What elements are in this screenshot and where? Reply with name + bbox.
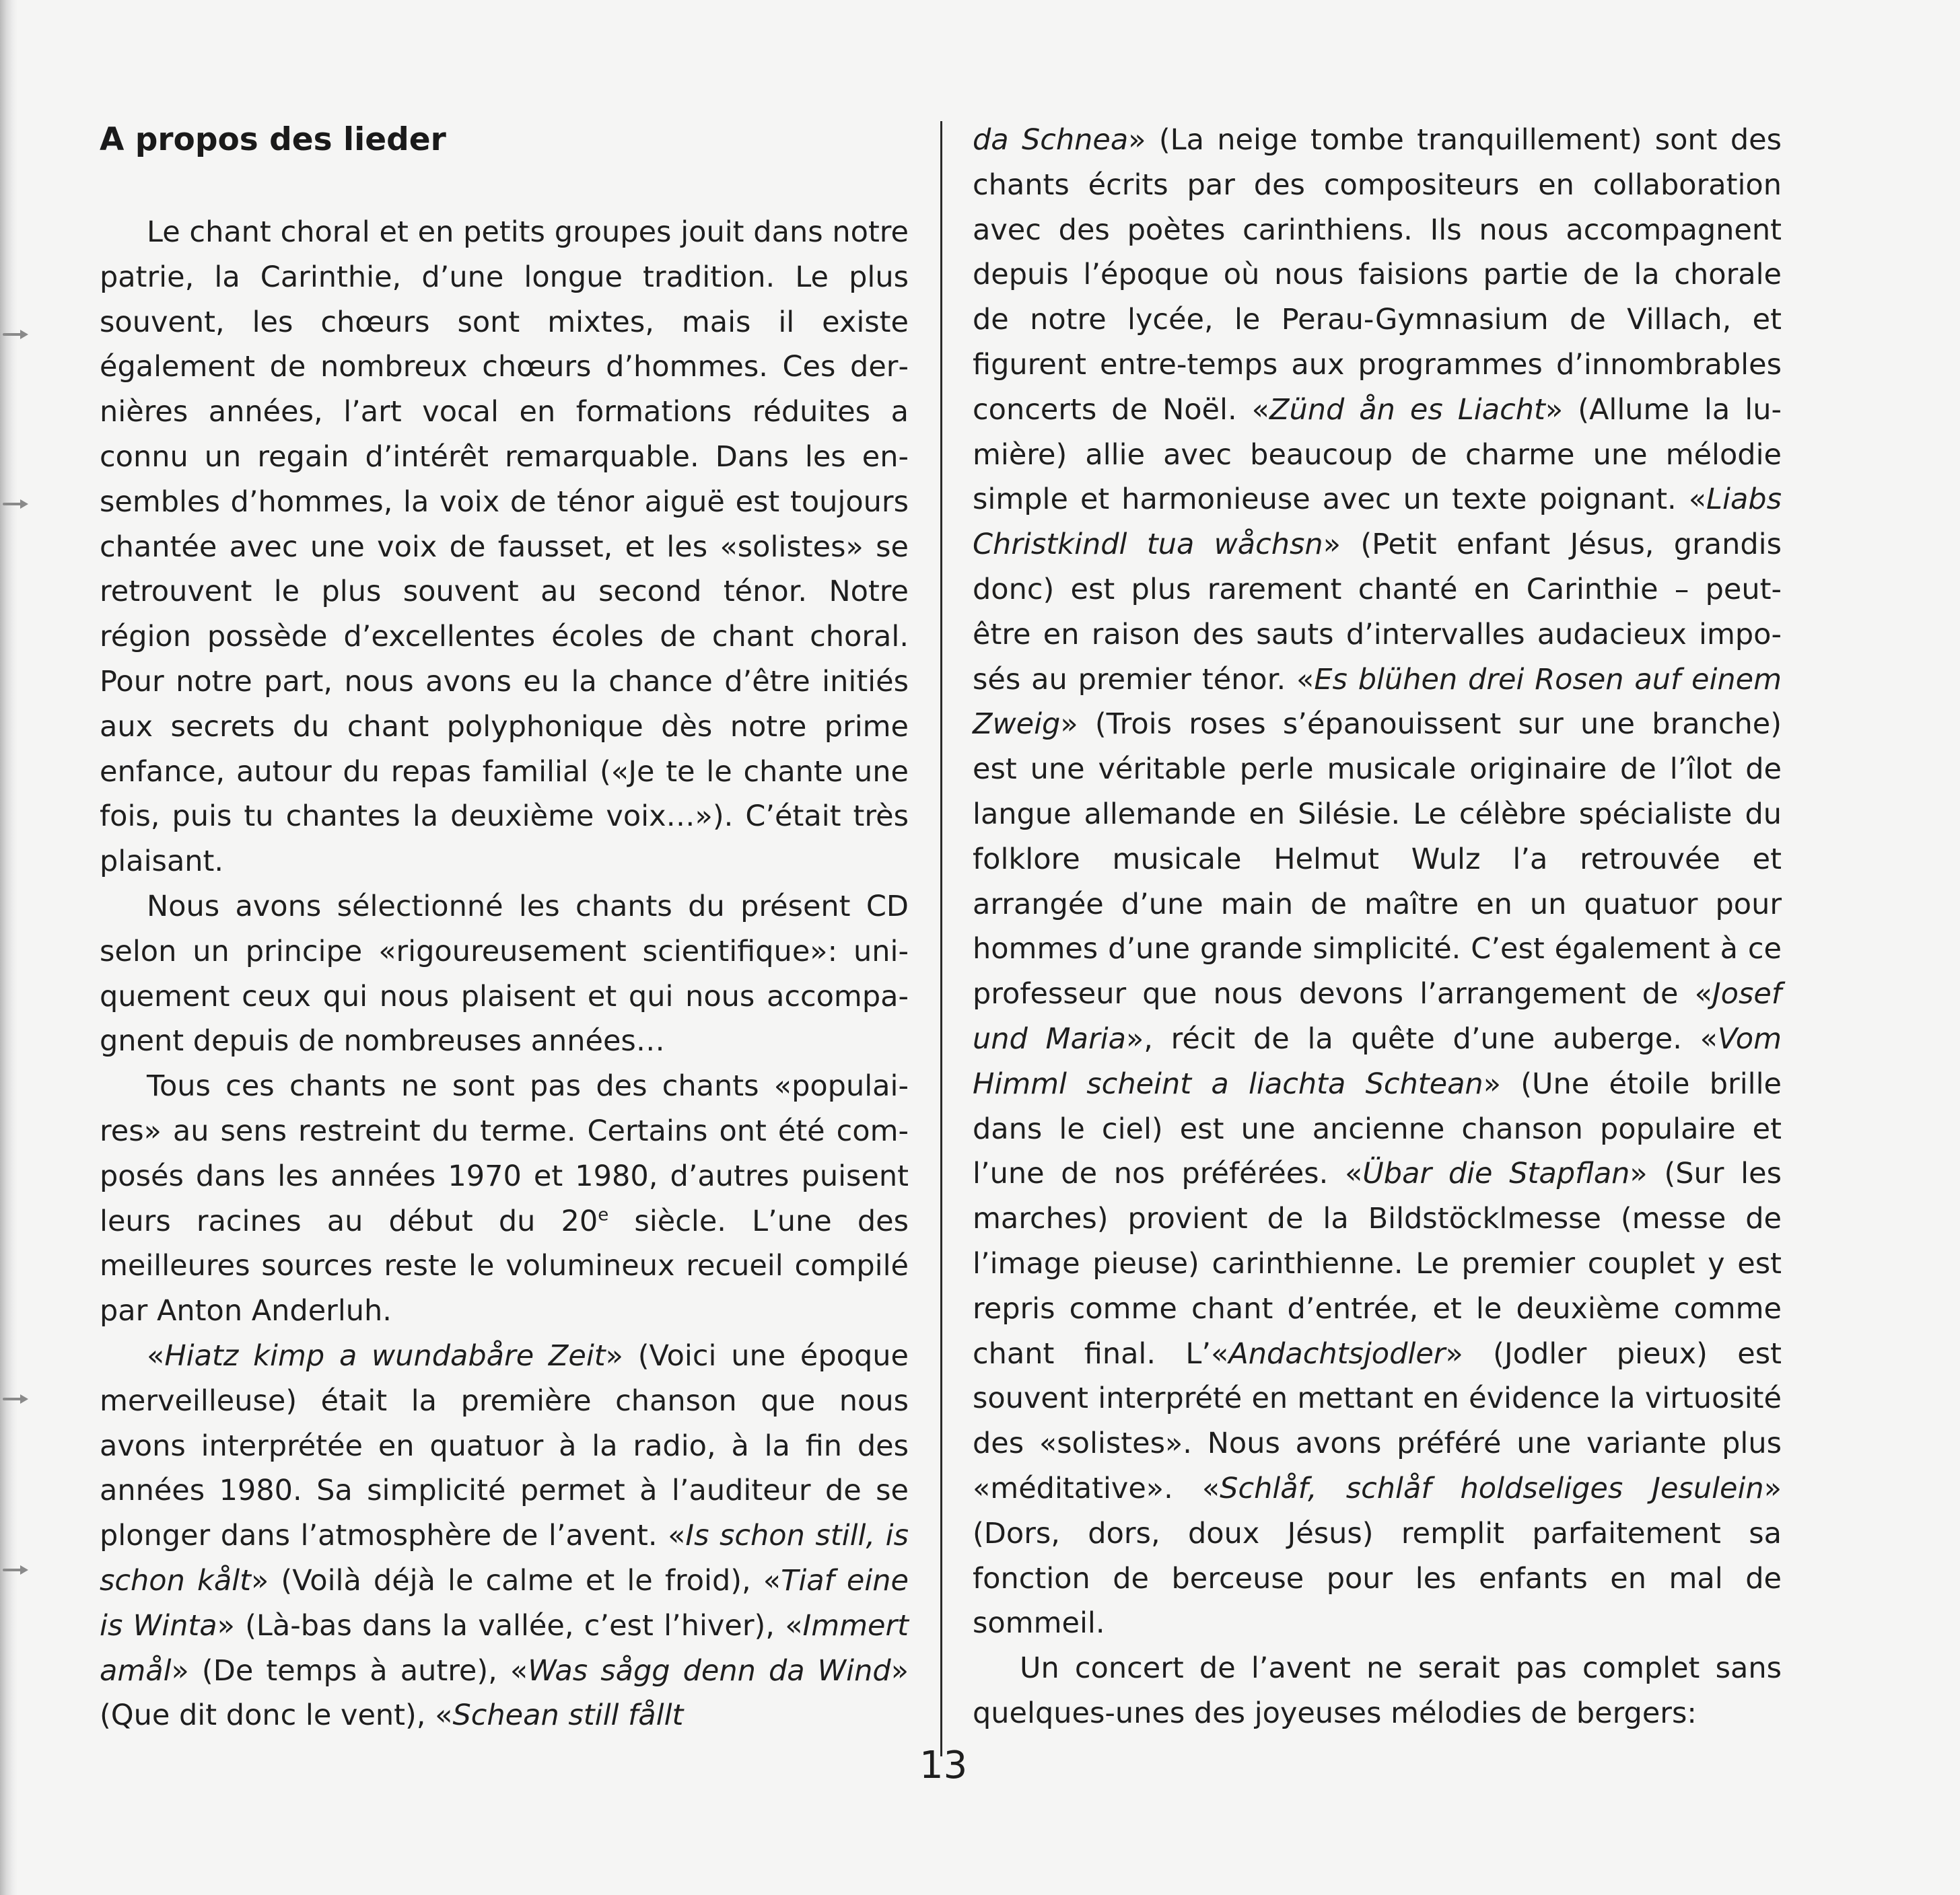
song-title: Is schon still, is schon kålt [100,1519,909,1598]
left-column [100,120,909,1738]
column-divider [940,121,942,1756]
song-title: Schlåf, schlåf holdseliges Jesulein [1220,1471,1764,1505]
song-title: da Schnea [973,123,1129,157]
song-title: Liabs Christkindl tua wåchsn [973,482,1782,562]
song-title: Zünd ån es Liacht [1269,392,1545,427]
song-title: Josef und Maria [973,977,1782,1056]
paragraph: «Hiatz kimp a wundabåre Zeit» (Voici une époque merveilleuse) était la première chanson que nous avons interprétée en quatuor à la radio, à la fin des années 1980. Sa simplicité permet à l’auditeur de se plonger dans l’atmosphère de l’avent. «Is schon still, is schon kålt» (Voilà déjà le calme et le froid), «Tiaf eine is Winta» (Là-bas dans la vallée, c’est l’hiver), «Immert amål» (De temps à autre), «Was sågg denn da Wind» (Que dit donc le vent), «Schean still fållt [100,1338,909,1733]
staple-icon [3,330,30,339]
paragraph: da Schnea» (La neige tombe tranquillement) sont des chants écrits par des compositeurs en collaboration avec des poètes carinthiens. Ils nous accompagnent depuis l’époque où nous faisions partie de la chorale de notre lycée, le Perau-Gymnasium de Villach, et figurent entre-temps aux programmes d’innombrables concerts de Noël. «Zünd ån es Liacht» (Allume la lumière) allie avec beaucoup de charme une mélodie simple et harmonieuse avec un texte poignant. «Liabs Christkindl tua wåchsn» (Petit enfant Jésus, grandis donc) est plus rarement chanté en Carinthie – peut-être en raison des sauts d’intervalles audacieux imposés au premier ténor. «Es blühen drei Rosen auf einem Zweig» (Trois roses s’épanouissent sur une branche) est une véritable perle musicale originaire de l’îlot de langue allemande en Silésie. Le célèbre spécialiste du folklore musicale Helmut Wulz l’a retrouvée et arrangée d’une main de maître en un quatuor pour hommes d’une grande simplicité. C’est également à ce professeur que nous devons l’arrangement de «Josef und Maria», récit de la quête d’une auberge. «Vom Himml scheint a liachta Schtean» (Une étoile brille dans le ciel) est une ancienne chanson populaire et l’une de nos préférées. «Übar die Stapflan» (Sur les marches) provient de la Bildstöcklmesse (messe de l’image pieuse) carinthienne. Le premier couplet y est repris comme chant d’entrée, et le deuxième comme chant final. L’«Andachtsjodler» (Jodler pieux) est souvent interprété en mettant en évidence la virtuosité des «solistes». Nous avons préféré une variante plus «méditative». «Schlåf, schlåf holdseliges Jesulein» (Dors, dors, doux Jésus) remplit parfaitement sa fonction de berceuse pour les enfants en mal de sommeil. [973,123,1782,1641]
paragraph: Tous ces chants ne sont pas des chants «populaires» au sens restreint du terme. Certains ont été composés dans les années 1970 et 1980, d’autres puisent leurs racines au début du 20e siècle. L’une des meilleures sources reste le volumineux recueil compilé par Anton Anderluh. [100,1069,909,1328]
song-title: Vom Himml scheint a liachta Schtean [973,1022,1782,1101]
song-title: Übar die Stapflan [1362,1157,1630,1191]
section-heading: A propos des lieder [100,121,446,158]
song-title: Es blühen drei Rosen auf einem Zweig [973,662,1782,742]
staple-icon [3,1565,30,1575]
paragraph: Le chant choral et en petits groupes jouit dans notre patrie, la Carinthie, d’une longue tradition. Le plus souvent, les chœurs sont mixtes, mais il existe également de nombreux chœurs d’hommes. Ces dernières années, l’art vocal en formations réduites a connu un regain d’intérêt remarquable. Dans les ensembles d’hommes, la voix de ténor aiguë est toujours chantée avec une voix de fausset, et les «solistes» se retrouvent le plus souvent au second ténor. Notre région possède d’excellentes écoles de chant choral. Pour notre part, nous avons eu la chance d’être initiés aux secrets du chant polyphonique dès notre prime enfance, autour du repas familial («Je te le chante une fois, puis tu chantes la deuxième voix…»). C’était très plaisant. [100,215,909,879]
song-title: Schean still fållt [452,1699,684,1733]
song-title: Hiatz kimp a wundabåre Zeit [164,1338,606,1373]
staple-icon [3,1394,30,1404]
booklet-spine [0,0,18,1895]
paragraph: Un concert de l’avent ne serait pas complet sans quelques-unes des joyeuses mélodies de bergers: [973,1651,1782,1730]
right-column [973,118,1782,1736]
song-title: Tiaf eine is Winta [100,1563,909,1643]
song-title: Was sågg denn da Wind [528,1653,891,1688]
staple-icon [3,499,30,509]
song-title: Immert amål [100,1608,909,1688]
ordinal-suffix: e [598,1205,609,1225]
song-title: Andachtsjodler [1228,1336,1446,1371]
page-number: 13 [919,1744,968,1787]
paragraph: Nous avons sélectionné les chants du présent CD selon un principe «rigoureusement scientifique»: uniquement ceux qui nous plaisent et qui nous accompagnent depuis de nombreuses années… [100,889,909,1059]
